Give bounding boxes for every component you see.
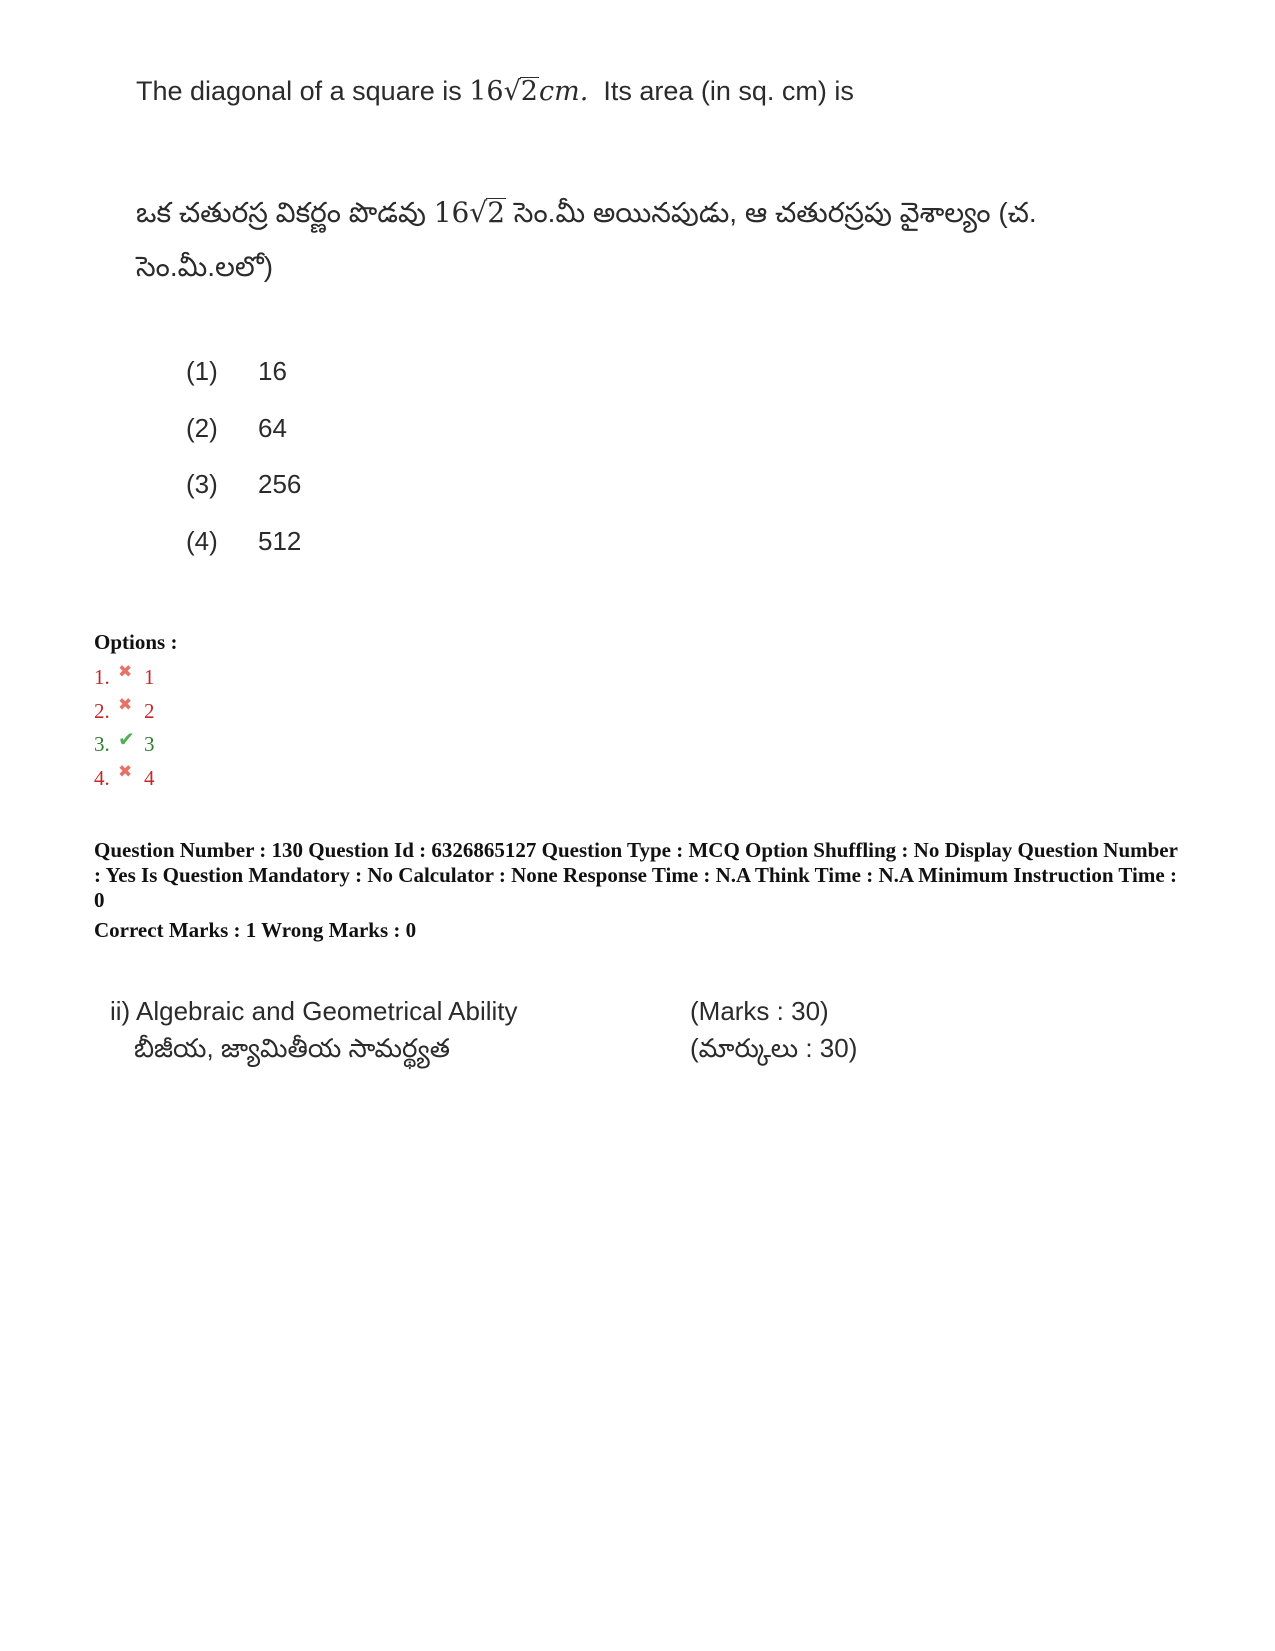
choice-4 [186,526,301,583]
option-value: 4 [144,765,155,790]
option-index: 4. [94,765,110,790]
choice-number: (2) [186,412,218,443]
option-2 [94,695,177,729]
choice-value: 256 [258,469,302,499]
cross-icon: ✖ [118,661,133,682]
option-index: 2. [94,698,110,723]
choice-value: 16 [258,356,287,386]
telugu-coefficient: 16 [433,196,470,229]
coefficient: 16 [469,76,504,107]
telugu-prefix: ఒక చతురస్ర వికర్ణం పొడవు [136,197,434,228]
cross-icon: ✖ [118,762,133,783]
question-prefix: The diagonal of a square is [136,76,470,106]
option-index: 1. [94,665,110,690]
radicand: 2 [520,76,538,107]
section-marks-telugu: (మార్కులు : 30) [690,1033,858,1063]
section-title-english: ii) Algebraic and Geometrical Ability [110,996,518,1026]
math-expression: 16√2cm. [469,76,589,107]
option-3 [94,728,177,762]
options-list [94,630,177,795]
choice-1 [186,356,301,413]
section-title-telugu: బీజీయ, జ్యామితీయ సామర్థ్యత [134,1033,450,1063]
choice-number: (4) [186,525,218,556]
choice-3 [186,469,301,526]
telugu-radicand: 2 [487,196,506,229]
question-text-english [136,76,854,107]
question-text-telugu [136,186,1076,294]
question-suffix: Its area (in sq. cm) is [603,76,854,106]
option-4 [94,762,177,796]
option-value: 1 [144,665,155,690]
choice-2 [186,413,301,470]
section-marks-english: (Marks : 30) [690,996,829,1026]
telugu-suffix: సెం.మీ అయినపుడు, ఆ చతురస్రపు వైశాల్యం (చ. సెం.మీ.లలో) [136,197,1037,282]
option-value: 3 [144,732,155,757]
cross-icon: ✖ [118,695,133,716]
choice-number: (3) [186,469,218,499]
choice-value: 512 [258,525,302,556]
options-title: Options : [94,630,178,654]
choice-number: (1) [186,356,218,386]
choice-value: 64 [258,412,287,443]
telugu-math: 16√2 [433,196,506,229]
check-icon: ✔ [118,726,135,751]
answer-choices [186,356,301,582]
unit: cm. [538,76,589,107]
marks-info: Correct Marks : 1 Wrong Marks : 0 [94,918,417,942]
option-index: 3. [94,732,110,757]
question-metadata: Question Number : 130 Question Id : 6326865127 Question Type : MCQ Option Shuffling : No Display Question Number : Yes Is Question Mandatory : No Calculator : None Response Time : N.A Think Time : N.A Minimum Instruction Time : 0 [94,838,1178,912]
option-1 [94,661,177,695]
option-value: 2 [144,698,155,723]
